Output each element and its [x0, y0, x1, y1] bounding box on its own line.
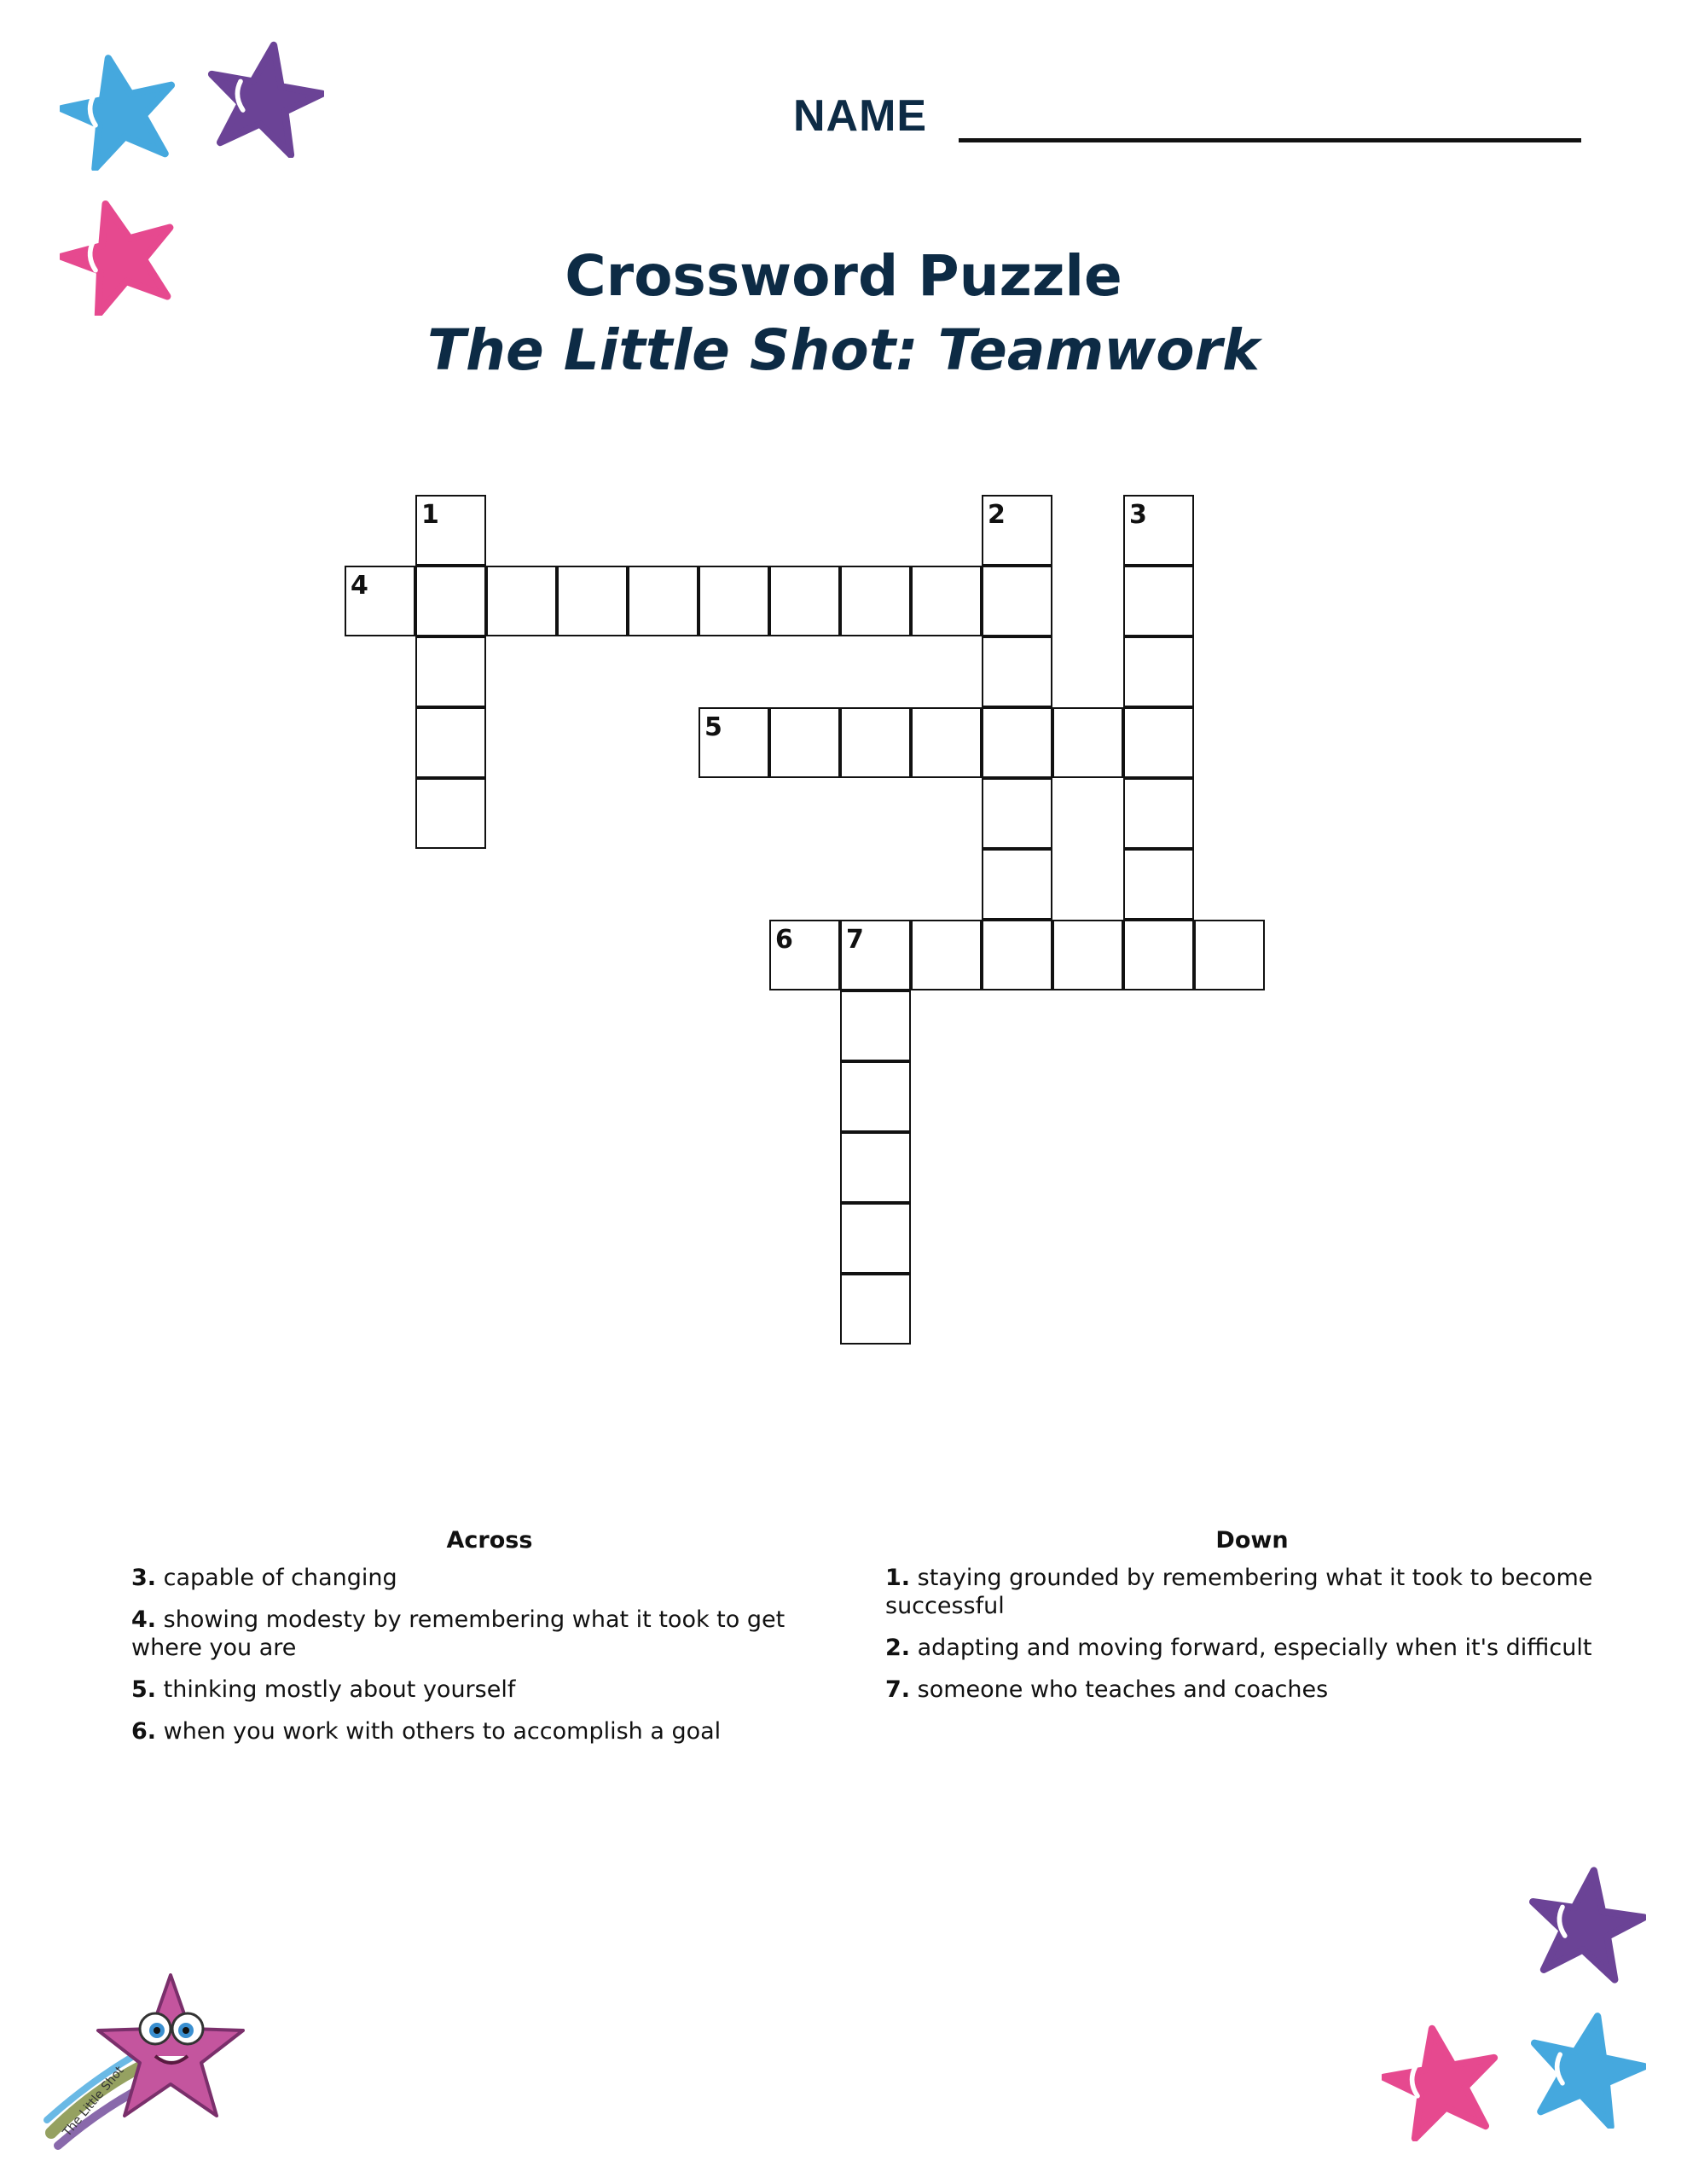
- crossword-cell[interactable]: [769, 707, 840, 778]
- crossword-cell[interactable]: [982, 920, 1052, 990]
- little-shot-logo-icon: [43, 1962, 264, 2158]
- crossword-cell[interactable]: [840, 707, 911, 778]
- crossword-cell[interactable]: [699, 707, 769, 778]
- clue-item: 4. showing modesty by remembering what it took to get where you are: [131, 1606, 786, 1661]
- crossword-cell[interactable]: [1123, 849, 1194, 920]
- crossword-cell[interactable]: [840, 990, 911, 1061]
- crossword-cell[interactable]: [415, 707, 486, 778]
- crossword-cell[interactable]: [415, 778, 486, 849]
- down-heading: Down: [1215, 1527, 1289, 1554]
- crossword-cell[interactable]: [1123, 707, 1194, 778]
- clue-item: 1. staying grounded by remembering what it took to become successful: [885, 1565, 1593, 1619]
- crossword-cell[interactable]: [1052, 920, 1123, 990]
- crossword-cell[interactable]: [769, 566, 840, 636]
- logo-text: The Little Shot: [60, 2064, 127, 2140]
- clue-number: 1: [421, 500, 439, 530]
- crossword-cell[interactable]: [415, 566, 486, 636]
- crossword-cell[interactable]: [557, 566, 628, 636]
- page-subtitle: The Little Shot: Teamwork: [426, 317, 1260, 383]
- crossword-cell[interactable]: [911, 707, 982, 778]
- name-label: NAME: [793, 91, 928, 141]
- crossword-cell[interactable]: [982, 778, 1052, 849]
- crossword-cell[interactable]: [982, 707, 1052, 778]
- crossword-cell[interactable]: [628, 566, 699, 636]
- crossword-cell[interactable]: [840, 1061, 911, 1132]
- clue-item: 7. someone who teaches and coaches: [885, 1676, 1329, 1703]
- crossword-cell[interactable]: [769, 920, 840, 990]
- clue-number: 5: [704, 712, 722, 742]
- purple-star-icon: [205, 38, 324, 158]
- down-clues: [885, 1527, 1619, 1717]
- crossword-cell[interactable]: [1123, 566, 1194, 636]
- crossword-cell[interactable]: [415, 636, 486, 707]
- crossword-cell[interactable]: [840, 566, 911, 636]
- crossword-cell[interactable]: [1123, 636, 1194, 707]
- clue-number: 3: [1129, 500, 1147, 530]
- pink-star-icon: [1382, 2022, 1501, 2141]
- blue-star-icon: [1527, 2009, 1646, 2129]
- across-clues: [131, 1527, 848, 1759]
- crossword-cell[interactable]: [840, 920, 911, 990]
- blue-star-icon: [60, 51, 179, 171]
- crossword-cell[interactable]: [982, 849, 1052, 920]
- clue-number: 2: [988, 500, 1006, 530]
- purple-star-icon: [1527, 1864, 1646, 1984]
- page-title: Crossword Puzzle: [565, 243, 1122, 309]
- crossword-cell[interactable]: [486, 566, 557, 636]
- crossword-cell[interactable]: [982, 566, 1052, 636]
- crossword-cell[interactable]: [911, 566, 982, 636]
- clue-number: 4: [351, 571, 368, 601]
- crossword-cell[interactable]: [1194, 920, 1265, 990]
- crossword-cell[interactable]: [840, 1274, 911, 1345]
- crossword-cell[interactable]: [1123, 778, 1194, 849]
- crossword-cell[interactable]: [982, 495, 1052, 566]
- crossword-cell[interactable]: [415, 495, 486, 566]
- crossword-cell[interactable]: [982, 636, 1052, 707]
- clue-item: 5. thinking mostly about yourself: [131, 1676, 516, 1703]
- name-input-line[interactable]: [959, 138, 1581, 142]
- clue-number: 6: [775, 925, 793, 955]
- crossword-cell[interactable]: [911, 920, 982, 990]
- clue-item: 3. capable of changing: [131, 1565, 397, 1591]
- clue-number: 7: [846, 925, 864, 955]
- clue-item: 2. adapting and moving forward, especially when it's difficult: [885, 1635, 1592, 1661]
- crossword-cell[interactable]: [1123, 920, 1194, 990]
- crossword-cell[interactable]: [840, 1203, 911, 1274]
- crossword-cell[interactable]: [840, 1132, 911, 1203]
- crossword-cell[interactable]: [345, 566, 415, 636]
- crossword-cell[interactable]: [1052, 707, 1123, 778]
- across-heading: Across: [446, 1527, 533, 1554]
- crossword-cell[interactable]: [699, 566, 769, 636]
- clue-item: 6. when you work with others to accomplish a goal: [131, 1718, 722, 1745]
- crossword-cell[interactable]: [1123, 495, 1194, 566]
